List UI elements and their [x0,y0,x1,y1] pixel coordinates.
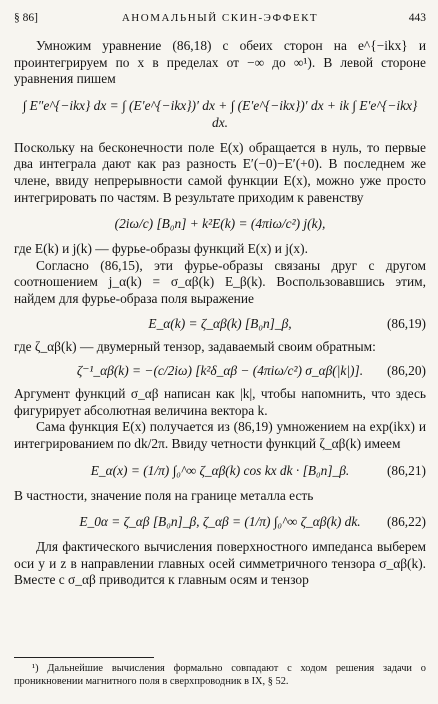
equation-text: ζ⁻¹_αβ(k) = −(c/2iω) [k²δ_αβ − (4πiω/c²) σ_αβ(|k|)]. [76,363,364,379]
equation [14,215,426,232]
running-header [14,12,426,28]
equation-number: (86,20) [386,363,426,379]
paragraph: Умножим уравнение (86,18) с обеих сторон на e^{−ikx} и проинтегрируем по x в пределах от −∞ до ∞¹). В левой стороне уравнения пишем [14,38,426,87]
equation-number: (86,22) [386,514,426,530]
footnote-divider [14,657,154,658]
paragraph: Аргумент функций σ_αβ написан как |k|, чтобы напомнить, что здесь фигурирует абсолютная величина вектора k. [14,386,426,418]
paragraph: Сама функция E(x) получается из (86,19) умножением на exp(ikx) и интегрированием по dk/2π. Ввиду четности функций ζ_αβ(k) имеем [14,419,426,451]
equation [14,362,426,379]
paragraph: Поскольку на бесконечности поле E(x) обращается в нуль, то первые два интеграла дают как раз разность E′(−0)−E′(+0). В последнем же члене, ввиду непрерывности самой функции E(x), можно уже просто интегрировать по частям. В результате приходим к равенству [14,139,426,205]
section-marker: § 86] [14,12,38,24]
paragraph: где E(k) и j(k) — фурье-образы функций E(x) и j(x). [14,241,308,257]
equation [14,97,426,131]
equation-text: (2iω/c) [B₀n] + k²E(k) = (4πiω/c²) j(k), [114,216,326,232]
paragraph: Для фактического вычисления поверхностного импеданса выберем оси y и z в направлении главных осей симметричного тензора σ_αβ(k). Вместе с σ_αβ приводится к главным осям и тензор [14,539,426,588]
equation [14,315,426,332]
equation-text: E_α(k) = ζ_αβ(k) [B₀n]_β, [148,315,292,331]
paragraph: В частности, значение поля на границе металла есть [14,487,314,503]
paragraph: Согласно (86,15), эти фурье-образы связаны друг с другом соотношением j_α(k) = σ_αβ(k) E_β(k). Воспользовавшись этим, найдем для фурье-образа поля выражение [14,257,426,306]
footnote: ¹) Дальнейшие вычисления формально совпадают с ходом решения задачи о проникновении магнитного поля в сверхпроводник в IX, § 52. [14,663,426,687]
equation-text: ∫ E″e^{−ikx} dx = ∫ (E′e^{−ikx})′ dx + ∫ (E′e^{−ikx})′ dx + ik ∫ E′e^{−ikx} dx. [22,97,418,130]
page-body [14,38,426,589]
equation-text: E_0α = ζ_αβ [B₀n]_β, ζ_αβ = (1/π) ∫₀^∞ ζ_αβ(k) dk. [79,514,361,530]
equation [14,513,426,530]
equation-number: (86,21) [386,462,426,478]
equation-number: (86,19) [386,315,426,331]
equation [14,462,426,479]
running-title: АНОМАЛЬНЫЙ СКИН-ЭФФЕКТ [121,12,319,24]
page-number: 443 [408,12,426,24]
equation-text: E_α(x) = (1/π) ∫₀^∞ ζ_αβ(k) cos kx dk · [B₀n]_β. [90,462,350,478]
paragraph: где ζ_αβ(k) — двумерный тензор, задаваемый своим обратным: [14,338,376,354]
